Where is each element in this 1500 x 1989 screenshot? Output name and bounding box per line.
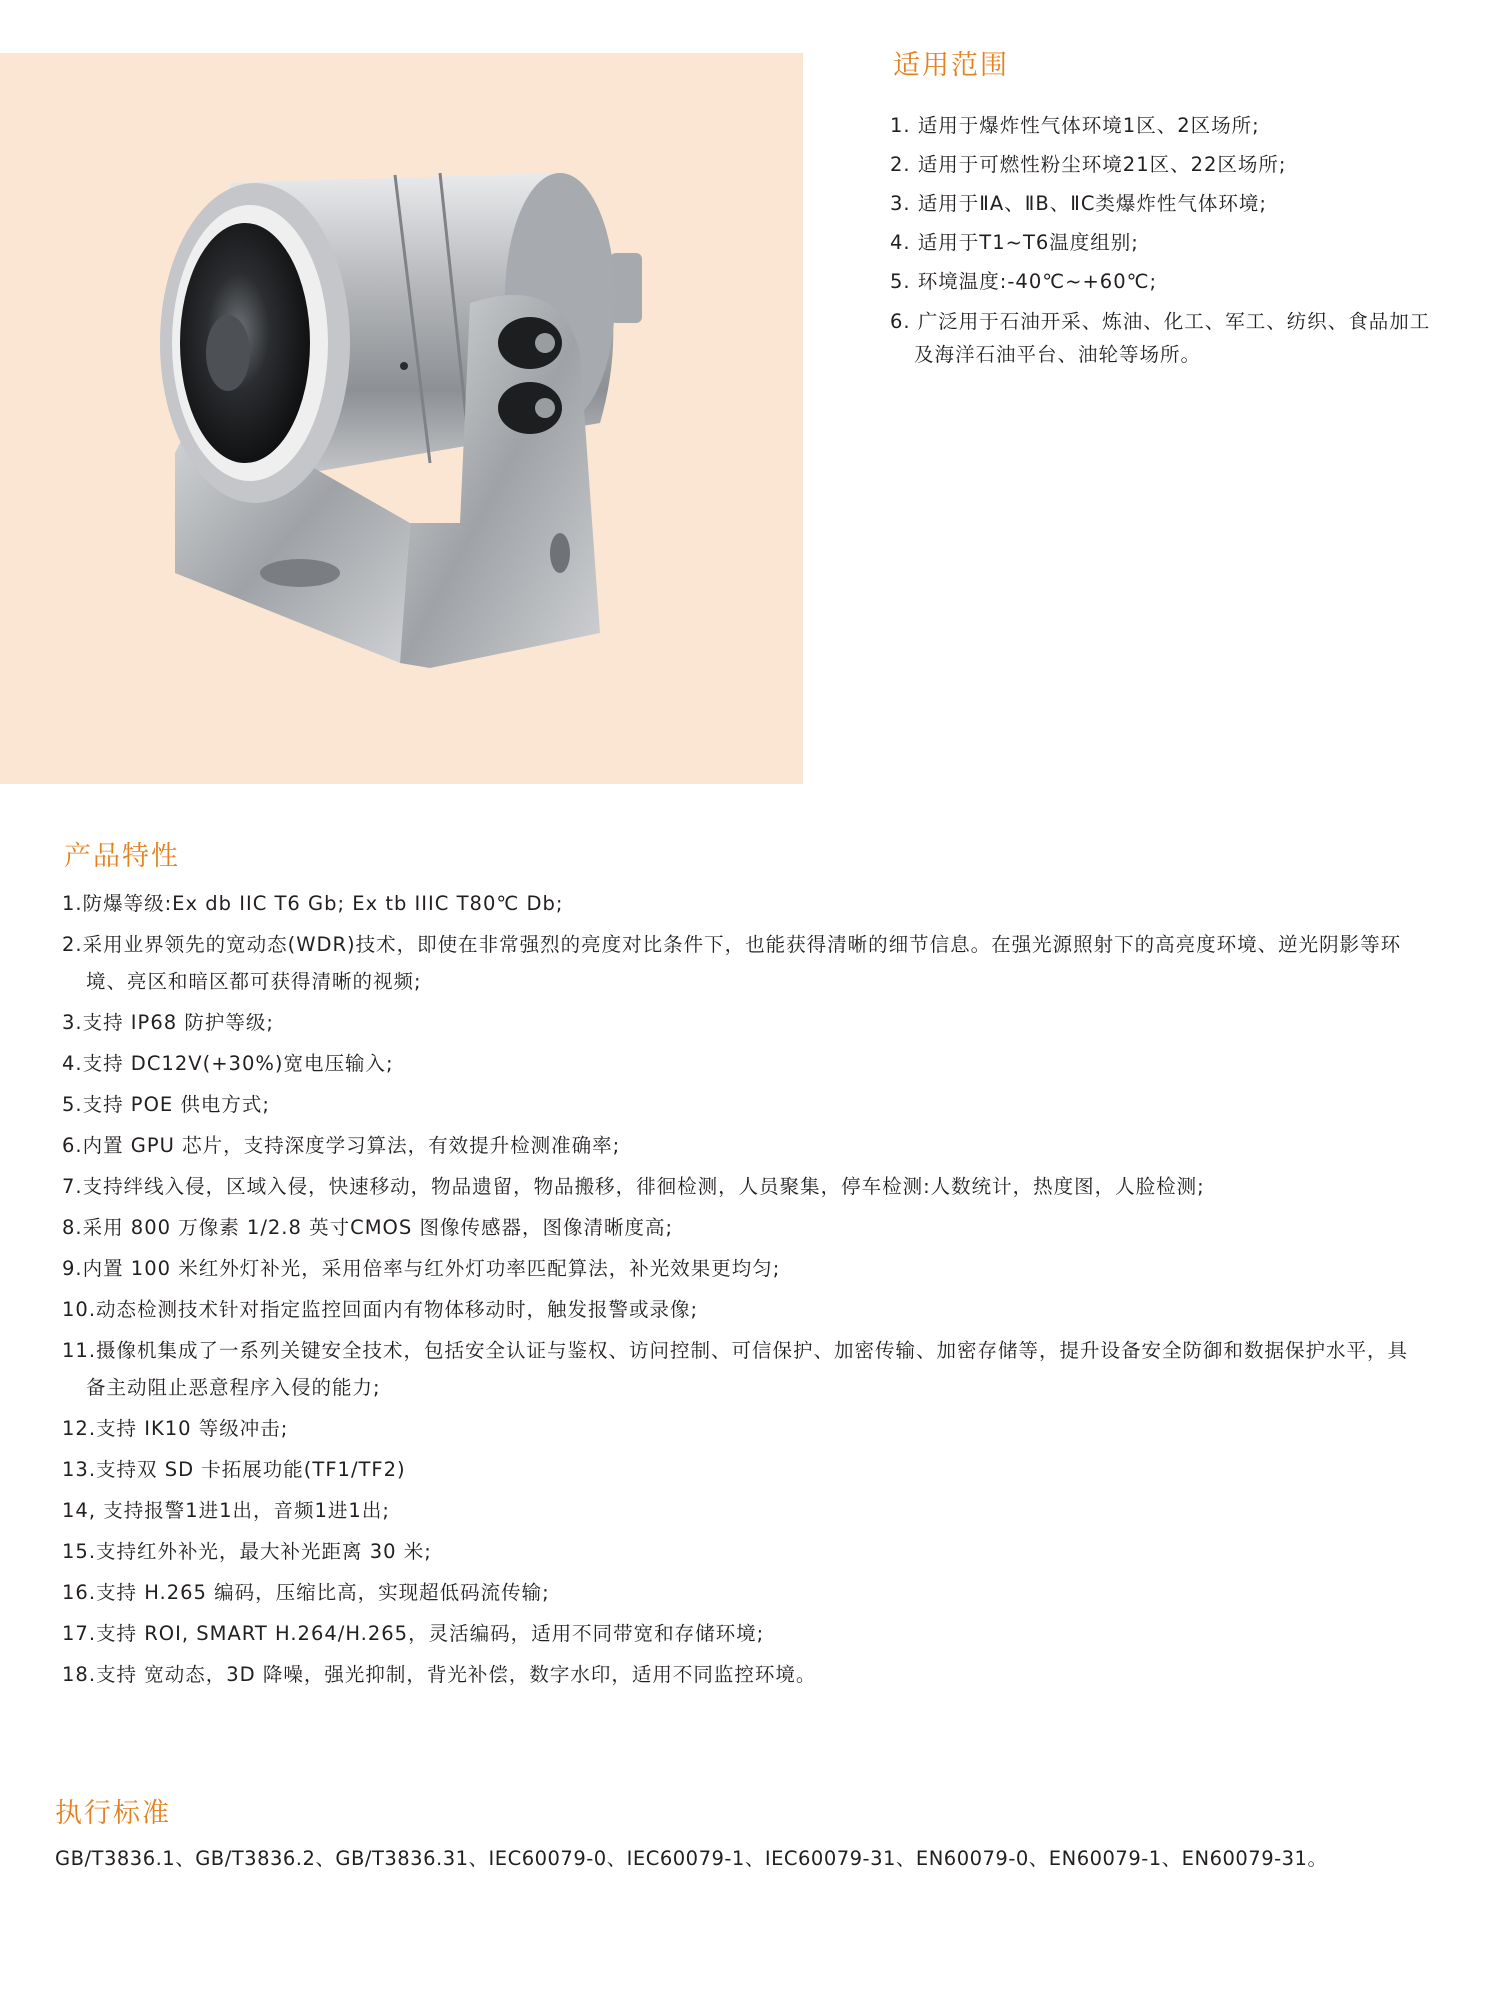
feature-item-7: 7.支持绊线入侵，区域入侵，快速移动，物品遗留，物品搬移，徘徊检测，人员聚集，停车检测:人数统计，热度图，人脸检测; bbox=[62, 1175, 1205, 1198]
feature-item-4: 4.支持 DC12V(+30%)宽电压输入; bbox=[62, 1052, 394, 1075]
features-title: 产品特性 bbox=[64, 841, 180, 872]
feature-item-2: 2.采用业界领先的宽动态(WDR)技术，即使在非常强烈的亮度对比条件下，也能获得清晰的细节信息。在强光源照射下的高亮度环境、逆光阴影等环境、亮区和暗区都可获得清晰的视频; bbox=[62, 933, 1402, 993]
features-list bbox=[62, 885, 1422, 1697]
feature-item-12: 12.支持 IK10 等级冲击; bbox=[62, 1417, 289, 1440]
scope-item-4: 4. 适用于T1~T6温度组别; bbox=[890, 231, 1139, 254]
feature-item-18: 18.支持 宽动态，3D 降噪，强光抑制，背光补偿，数字水印，适用不同监控环境。 bbox=[62, 1663, 817, 1686]
product-photo-panel bbox=[0, 53, 803, 784]
scope-item-5: 5. 环境温度:-40℃~+60℃; bbox=[890, 270, 1158, 293]
feature-item-6: 6.内置 GPU 芯片，支持深度学习算法，有效提升检测准确率; bbox=[62, 1134, 621, 1157]
scope-item-2: 2. 适用于可燃性粉尘环境21区、22区场所; bbox=[890, 153, 1287, 176]
feature-item-5: 5.支持 POE 供电方式; bbox=[62, 1093, 271, 1116]
scope-list bbox=[890, 106, 1450, 371]
camera-illustration bbox=[0, 53, 803, 784]
feature-item-8: 8.采用 800 万像素 1/2.8 英寸CMOS 图像传感器，图像清晰度高; bbox=[62, 1216, 674, 1239]
scope-item-3: 3. 适用于ⅡA、ⅡB、ⅡC类爆炸性气体环境; bbox=[890, 192, 1267, 215]
feature-item-16: 16.支持 H.265 编码，压缩比高，实现超低码流传输; bbox=[62, 1581, 550, 1604]
standards-text: GB/T3836.1、GB/T3836.2、GB/T3836.31、IEC60079-0、IEC60079-1、IEC60079-31、EN60079-0、EN60079-1、EN60079-31。 bbox=[55, 1847, 1328, 1870]
scope-item-6: 6. 广泛用于石油开采、炼油、化工、军工、纺织、食品加工及海洋石油平台、油轮等场所。 bbox=[890, 310, 1431, 366]
feature-item-11: 11.摄像机集成了一系列关键安全技术，包括安全认证与鉴权、访问控制、可信保护、加密传输、加密存储等，提升设备安全防御和数据保护水平，具备主动阻止恶意程序入侵的能力; bbox=[62, 1339, 1409, 1399]
feature-item-9: 9.内置 100 米红外灯补光，采用倍率与红外灯功率匹配算法，补光效果更均匀; bbox=[62, 1257, 781, 1280]
feature-item-15: 15.支持红外补光，最大补光距离 30 米; bbox=[62, 1540, 432, 1563]
feature-item-1: 1.防爆等级:Ex db IIC T6 Gb; Ex tb IIIC T80℃ Db; bbox=[62, 892, 564, 915]
feature-item-17: 17.支持 ROI, SMART H.264/H.265，灵活编码，适用不同带宽和存储环境; bbox=[62, 1622, 765, 1645]
standards-title: 执行标准 bbox=[55, 1798, 171, 1829]
feature-item-3: 3.支持 IP68 防护等级; bbox=[62, 1011, 274, 1034]
feature-item-13: 13.支持双 SD 卡拓展功能(TF1/TF2) bbox=[62, 1458, 406, 1481]
feature-item-10: 10.动态检测技术针对指定监控回面内有物体移动时，触发报警或录像; bbox=[62, 1298, 699, 1321]
feature-item-14: 14, 支持报警1进1出，音频1进1出; bbox=[62, 1499, 390, 1522]
scope-item-1: 1. 适用于爆炸性气体环境1区、2区场所; bbox=[890, 114, 1260, 137]
scope-title: 适用范围 bbox=[893, 50, 1009, 81]
